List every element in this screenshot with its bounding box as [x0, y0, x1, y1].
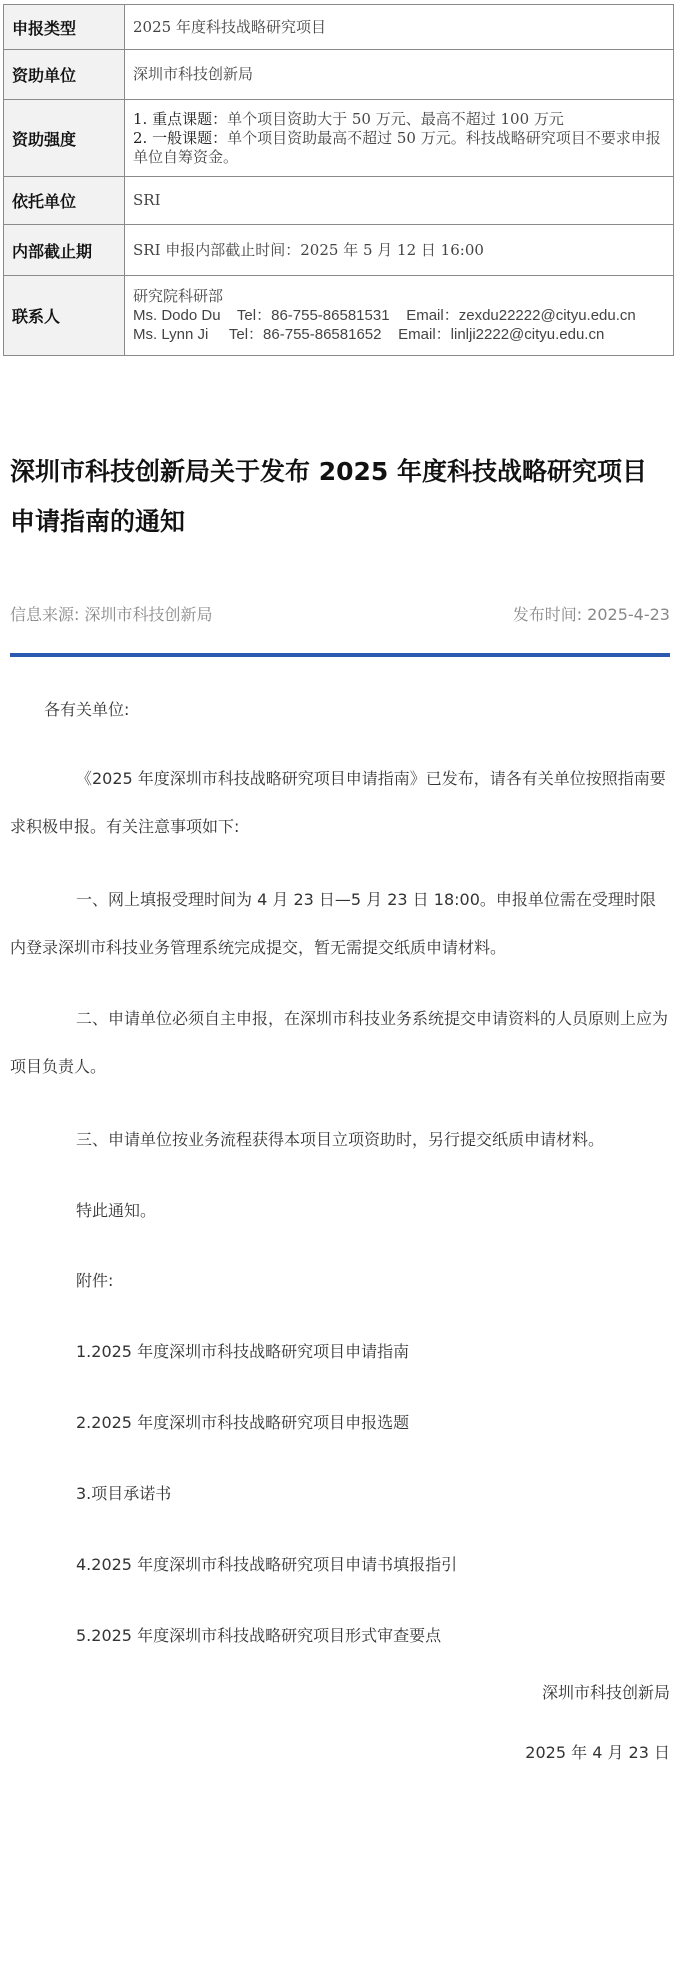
title-divider	[10, 653, 670, 657]
row-value: SRI	[125, 177, 674, 225]
row-label: 联系人	[4, 276, 125, 356]
attachment-link[interactable]: 5.2025 年度深圳市科技战略研究项目形式审查要点	[76, 1626, 442, 1645]
attachment-link[interactable]: 1.2025 年度深圳市科技战略研究项目申请指南	[76, 1342, 410, 1361]
row-value: SRI 申报内部截止时间：2025 年 5 月 12 日 16:00	[125, 225, 674, 276]
key-topic-label: 1. 重点课题：	[133, 109, 228, 128]
contact-line: Ms. Lynn Ji Tel：86-755-86581652 Email：linlji2222@cityu.edu.cn	[133, 326, 605, 343]
sign-date: 2025 年 4 月 23 日	[525, 1743, 670, 1762]
signature: 深圳市科技创新局	[541, 1683, 670, 1702]
row-value: 2025 年度科技战略研究项目	[125, 5, 674, 50]
contact-dept: 研究院科研部	[133, 287, 224, 305]
salutation: 各有关单位:	[44, 700, 130, 719]
row-label: 资助强度	[4, 100, 125, 177]
article-source: 信息来源: 深圳市科技创新局	[10, 605, 213, 624]
attachments-label: 附件:	[76, 1271, 114, 1290]
contact-line: Ms. Dodo Du Tel：86-755-86581531 Email：zexdu22222@cityu.edu.cn	[133, 307, 636, 324]
row-label: 内部截止期	[4, 225, 125, 276]
general-topic-label: 2. 一般课题：	[133, 128, 228, 147]
table-row	[4, 50, 674, 100]
article-title: 深圳市科技创新局关于发布 2025 年度科技战略研究项目申请指南的通知	[10, 457, 647, 536]
notice-text: 特此通知。	[76, 1201, 157, 1220]
paragraph-intro: 《2025 年度深圳市科技战略研究项目申请指南》已发布，请各有关单位按照指南要求积极申报。有关注意事项如下:	[10, 769, 666, 836]
article-meta	[10, 602, 670, 628]
table-row	[4, 276, 674, 356]
attachment-link[interactable]: 4.2025 年度深圳市科技战略研究项目申请书填报指引	[76, 1555, 458, 1574]
row-label: 资助单位	[4, 50, 125, 100]
attachment-link[interactable]: 3.项目承诺书	[76, 1484, 172, 1503]
general-topic-text: 单个项目资助最高不超过 50 万元。科技战略研究项目不要求申报单位自筹资金。	[133, 128, 661, 166]
table-row	[4, 177, 674, 225]
row-label: 依托单位	[4, 177, 125, 225]
key-topic-text: 单个项目资助大于 50 万元、最高不超过 100 万元	[227, 109, 564, 128]
contact-value	[125, 276, 674, 356]
table-row	[4, 100, 674, 177]
table-row	[4, 5, 674, 50]
paragraph-item-2: 二、申请单位必须自主申报，在深圳市科技业务系统提交申请资料的人员原则上应为项目负责人。	[10, 1009, 669, 1076]
paragraph-item-1: 一、网上填报受理时间为 4 月 23 日—5 月 23 日 18:00。申报单位需在受理时限内登录深圳市科技业务管理系统完成提交，暂无需提交纸质申请材料。	[10, 890, 656, 957]
article-date: 发布时间: 2025-4-23	[512, 605, 670, 624]
funding-value	[125, 100, 674, 177]
row-label: 申报类型	[4, 5, 125, 50]
project-info-table	[3, 4, 674, 356]
attachment-link[interactable]: 2.2025 年度深圳市科技战略研究项目申报选题	[76, 1413, 410, 1432]
row-value: 深圳市科技创新局	[125, 50, 674, 100]
paragraph-item-3: 三、申请单位按业务流程获得本项目立项资助时，另行提交纸质申请材料。	[76, 1130, 605, 1149]
table-row	[4, 225, 674, 276]
